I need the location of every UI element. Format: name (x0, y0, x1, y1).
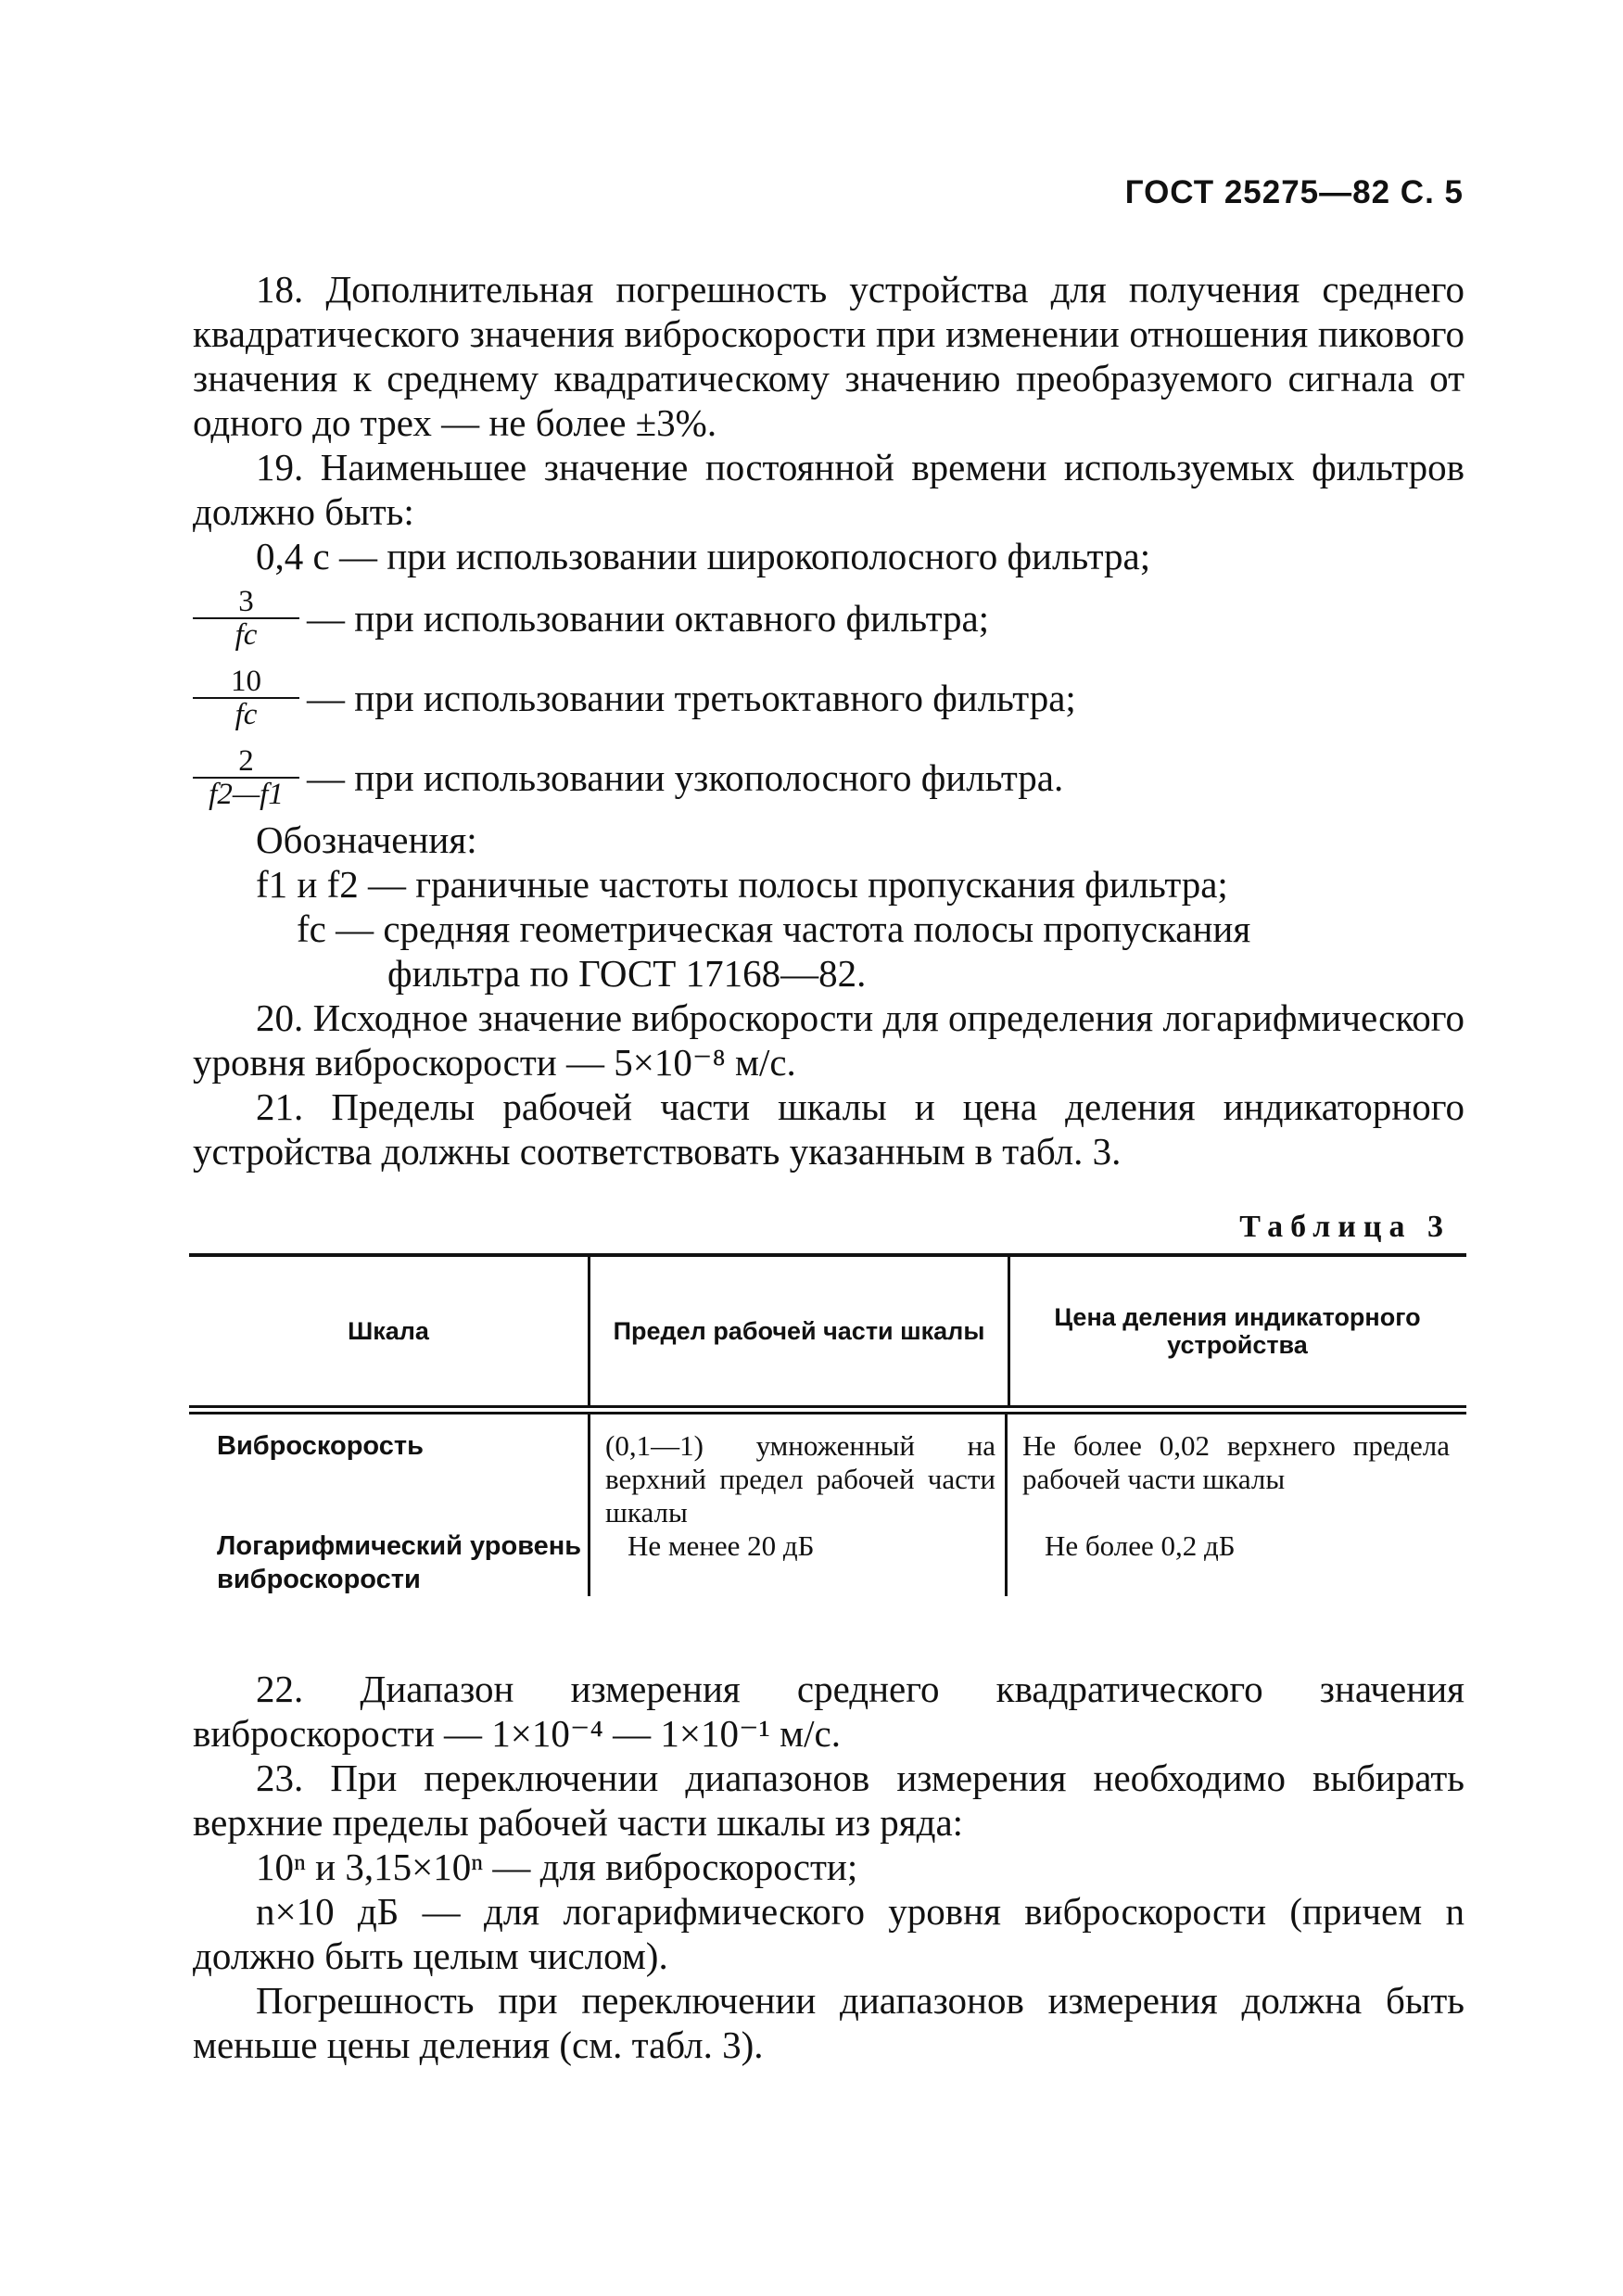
table-header-range (588, 1257, 1008, 1405)
table-header-rule (189, 1405, 1466, 1414)
table-3 (189, 1253, 1466, 1596)
legend-item-fc: fс — средняя геометрическая частота полосы пропускания (297, 907, 1251, 950)
table-header-division-label: Цена деления индикаторного устройства (1054, 1303, 1421, 1359)
table-cell: Логарифмический уровень виброскорости (217, 1531, 582, 1594)
formula-narrowband (193, 738, 1465, 818)
paragraph-23-intro: 23. При переключении диапазонов измерения необходимо выбирать верхние пределы рабочей части шкалы из ряда: (193, 1757, 1465, 1844)
fraction-denominator: fc (235, 698, 258, 731)
fraction-numerator: 10 (193, 666, 299, 699)
page-header: ГОСТ 25275—82 С. 5 (1124, 174, 1464, 210)
formula-narrowband-text: — при использовании узкополосного фильтра. (307, 756, 1064, 799)
table-header-row (189, 1257, 1466, 1405)
table-cell: Не более 0,02 верхнего предела рабочей части шкалы (1022, 1429, 1450, 1495)
table-column-division (1005, 1414, 1459, 1596)
table-title: Таблица 3 (1239, 1210, 1451, 1244)
table-column-scale (189, 1414, 588, 1596)
table-header-scale: Шкала (348, 1317, 429, 1345)
fraction-denominator: fc (235, 618, 258, 652)
table-cell: Не менее 20 дБ (628, 1529, 815, 1562)
table-body (189, 1414, 1466, 1596)
main-text-block (193, 267, 1465, 1173)
formula-octave-text: — при использовании октавного фильтра; (307, 597, 990, 640)
paragraph-20: 20. Исходное значение виброскорости для определения логарифмического уровня виброскорости — 5×10⁻⁸ м/с. (193, 996, 1465, 1084)
formula-third-octave-text: — при использовании третьоктавного фильтра; (307, 677, 1076, 719)
fraction-denominator: f2—f1 (209, 778, 284, 811)
fraction (193, 745, 299, 810)
legend-item-f1-f2: f1 и f2 — граничные частоты полосы пропускания фильтра; (256, 863, 1228, 906)
legend-title: Обозначения: (256, 818, 477, 861)
fraction-numerator: 2 (193, 745, 299, 779)
fraction (193, 586, 299, 651)
fraction-numerator: 3 (193, 586, 299, 619)
table-cell: Не более 0,2 дБ (1045, 1529, 1236, 1562)
table-cell: Виброскорость (217, 1431, 424, 1461)
main-text-block-2 (193, 1667, 1465, 2067)
table-column-range (588, 1414, 1005, 1596)
paragraph-21: 21. Пределы рабочей части шкалы и цена деления индикаторного устройства должны соответствовать указанным в табл. 3. (193, 1085, 1465, 1173)
table-cell: (0,1—1) умноженный на верхний предел рабочей части шкалы (605, 1429, 995, 1529)
table-header-range-label: Предел рабочей части шкалы (613, 1317, 985, 1345)
legend-item-fc-cont: фильтра по ГОСТ 17168—82. (387, 952, 867, 995)
formula-octave (193, 578, 1465, 658)
table-header-division (1008, 1257, 1465, 1405)
formula-third-octave (193, 658, 1465, 738)
paragraph-19-intro: 19. Наименьшее значение постоянной времени используемых фильтров должно быть: (193, 446, 1465, 533)
line-broadband-filter: 0,4 с — при использовании широкополосного фильтра; (256, 535, 1151, 577)
fraction (193, 666, 299, 730)
paragraph-23-item-2: n×10 дБ — для логарифмического уровня виброскорости (причем n должно быть целым числом). (193, 1890, 1465, 1977)
paragraph-23-item-1: 10ⁿ и 3,15×10ⁿ — для виброскорости; (256, 1846, 858, 1888)
paragraph-23-note: Погрешность при переключении диапазонов измерения должна быть меньше цены деления (см. табл. 3). (193, 1979, 1465, 2066)
paragraph-22: 22. Диапазон измерения среднего квадратического значения виброскорости — 1×10⁻⁴ — 1×10⁻¹ м/с. (193, 1668, 1465, 1755)
paragraph-18: 18. Дополнительная погрешность устройства для получения среднего квадратического значения виброскорости при изменении отношения пикового значения к среднему квадратическому значению преобразуемого сигнала от одного до трех — не более ±3%. (193, 268, 1465, 444)
